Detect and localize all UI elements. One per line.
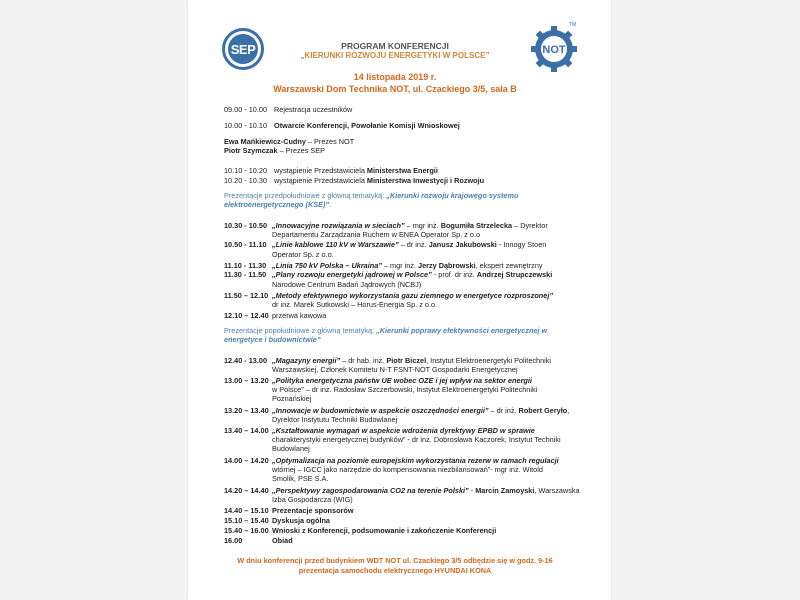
- speaker-name: Andrzej Strupczewski: [476, 270, 553, 279]
- talk-text: – mgr inż.: [381, 261, 419, 270]
- morning-intro: [224, 191, 518, 210]
- speaker-name: Marcin Zamoyski: [475, 486, 535, 495]
- trademark-mark: TM: [569, 22, 577, 28]
- agenda-row: [224, 311, 326, 320]
- talk-continuation: Narodowe Centrum Badań Jądrowych (NCBJ): [272, 280, 422, 289]
- agenda-text: wystąpienie Przedstawiciela: [274, 176, 367, 185]
- talk-continuation: Operator Sp. z o.o.: [272, 250, 334, 259]
- talk-continuation: wtórnej – IGCC jako narzędzie do kompensowania niezbilansowań”- mgr inż. Witold: [272, 465, 543, 474]
- talk-continuation: Izba Gospodarcza (WIG): [272, 495, 353, 504]
- program-heading: PROGRAM KONFERENCJI: [341, 41, 449, 51]
- talk-title: „Linie kablowe 110 kV w Warszawie”: [272, 240, 399, 249]
- sep-logo-text: SEP: [228, 34, 258, 64]
- ministry-name: Ministerstwa Energii: [366, 166, 438, 175]
- agenda-row: [224, 516, 330, 525]
- agenda-time: 13.00 – 13.20: [224, 376, 269, 385]
- agenda-row: [224, 456, 559, 465]
- sep-logo: [222, 28, 264, 70]
- intro-text: :: [329, 200, 332, 210]
- talk-continuation: Departamentu Zarządzania Ruchem w ENEA Operator Sp. z o.o: [272, 230, 481, 239]
- agenda-time: 10.50 - 11.10: [224, 240, 267, 249]
- agenda-row: [224, 406, 569, 415]
- talk-title: „Innowacyjne rozwiązania w sieciach”: [272, 221, 405, 230]
- agenda-row: [224, 166, 438, 175]
- agenda-row: [224, 526, 496, 535]
- talk-title: „Polityka energetyczna państw UE wobec OZE i jej wpływ na sektor energii: [272, 376, 532, 385]
- agenda-row: [224, 486, 580, 495]
- talk-text: – dr hab. inż.: [340, 356, 387, 365]
- president-role: – Prezes NOT: [305, 137, 355, 146]
- agenda-time: 16.00: [224, 536, 243, 545]
- ministry-name: Ministerstwa Inwestycji i Rozwoju: [366, 176, 485, 185]
- agenda-time: 09.00 - 10.00: [224, 105, 268, 114]
- agenda-text: Otwarcie Konferencji, Powołanie Komisji Wnioskowej: [274, 121, 460, 130]
- talk-text: – dr inż.: [398, 240, 429, 249]
- agenda-time: 13.20 – 13.40: [224, 406, 269, 415]
- talk-text: , Warszawska: [534, 486, 580, 495]
- footer-line: W dniu konferencji przed budynkiem WDT NOT ul. Czackiego 3/5 odbędzie się w godz. 9-16: [237, 556, 553, 565]
- speaker-name: Piotr Biczel: [386, 356, 427, 365]
- agenda-row: [224, 221, 548, 230]
- agenda-time: 14.00 – 14.20: [224, 456, 269, 465]
- talk-title: „Plany rozwoju energetyki jądrowej w Polsce”: [272, 270, 432, 279]
- agenda-time: 10.30 - 10.50: [224, 221, 268, 230]
- agenda-text: Obiad: [272, 536, 293, 545]
- conference-title: „KIERUNKI ROZWOJU ENERGETYKI W POLSCE”: [300, 51, 490, 60]
- intro-topic: energetyce i budownictwie”: [224, 335, 321, 345]
- intro-topic: elektroenergetycznego (KSE)”: [224, 200, 330, 210]
- speaker-name: Janusz Jakubowski: [428, 240, 497, 249]
- talk-title: „Linia 750 kV Polska – Ukraina”: [272, 261, 382, 270]
- agenda-time: 10.10 - 10.20: [224, 166, 268, 175]
- talk-text: – mgr inż.: [404, 221, 441, 230]
- agenda-text: wystąpienie Przedstawiciela: [274, 166, 367, 175]
- speaker-name: Jerzy Dąbrowski: [418, 261, 476, 270]
- president-name: Piotr Szymczak: [224, 146, 278, 155]
- footer-line: prezentacja samochodu elektrycznego HYUNDAI KONA: [298, 565, 492, 575]
- agenda-text: Dyskusja ogólna: [272, 516, 330, 525]
- intro-text: Prezentacje popołudniowe z główną tematyką:: [224, 326, 377, 335]
- conference-venue: Warszawski Dom Technika NOT, ul. Czackiego 3/5, sala B: [273, 84, 517, 94]
- talk-continuation: Poznańskiej: [272, 394, 312, 403]
- talk-title: „Kształtowanie wymagań w aspekcie wdrożenia dyrektywy EPBD w sprawie: [272, 426, 535, 435]
- agenda-time: 14.40 – 15.10: [224, 506, 269, 515]
- talk-title: „Perspektywy zagospodarowania CO2 na terenie Polski”: [272, 486, 469, 495]
- conference-date: 14 listopada 2019 r.: [353, 72, 437, 82]
- talk-text: - prof. dr inż.: [431, 270, 477, 279]
- footer-note: [220, 556, 570, 575]
- talk-text: , ekspert zewnętrzny: [475, 261, 543, 270]
- speaker-name: Bogumiła Strzelecka: [440, 221, 513, 230]
- talk-text: ,: [567, 406, 570, 415]
- talk-title: „Innowacje w budownictwie w aspekcie oszczędności energii”: [272, 406, 489, 415]
- talk-text: - Innogy Stoen: [496, 240, 547, 249]
- agenda-row: [224, 240, 546, 249]
- agenda-row: [224, 176, 484, 185]
- talk-continuation: Dyrektor Instytutu Techniki Budowlanej: [272, 415, 398, 424]
- talk-title: „Metody efektywnego wykorzystania gazu ziemnego w energetyce rozproszonej”: [272, 291, 553, 300]
- talk-continuation: dr inż. Marek Sutkowski – Horus-Energia Sp. z o.o.: [272, 300, 438, 309]
- not-logo-text: NOT: [542, 44, 566, 56]
- agenda-time: 11.50 – 12.10: [224, 291, 269, 300]
- talk-title: „Magazyny energii”: [272, 356, 341, 365]
- afternoon-intro: [224, 326, 547, 345]
- agenda-time: 11.10 - 11.30: [224, 261, 267, 270]
- agenda-time: 12.10 – 12.40: [224, 311, 269, 320]
- speaker-name: Robert Geryło: [518, 406, 568, 415]
- agenda-row: [224, 105, 352, 114]
- talk-text: -: [468, 486, 476, 495]
- talk-text: – dr inż.: [488, 406, 519, 415]
- agenda-text: Prezentacje sponsorów: [272, 506, 354, 515]
- talk-text: , Instytut Elektroenergetyki Politechniki: [426, 356, 552, 365]
- agenda-row: [224, 506, 354, 515]
- intro-text: Prezentacje przedpołudniowe z główną tematyką:: [224, 191, 387, 200]
- not-logo: [530, 25, 578, 73]
- talk-text: – Dyrektor: [512, 221, 548, 230]
- agenda-text: Wnioski z Konferencji, podsumowanie i zakończenie Konferencji: [272, 526, 497, 535]
- talk-text: przerwa kawowa: [272, 311, 327, 320]
- agenda-row: [224, 536, 293, 545]
- agenda-row: [224, 261, 543, 270]
- talk-continuation: Warszawskiej, Członek Komitetu N-T FSNT-NOT Gospodarki Energetycznej: [272, 365, 518, 374]
- president-role: – Prezes SEP: [277, 146, 325, 155]
- agenda-row: [224, 376, 532, 385]
- agenda-time: 13.40 – 14.00: [224, 426, 269, 435]
- intro-topic: „Kierunki rozwoju krajowego systemu: [386, 191, 519, 200]
- intro-topic: „Kierunki poprawy efektywności energetycznej w: [376, 326, 548, 335]
- agenda-time: 10.00 - 10.10: [224, 121, 268, 130]
- agenda-row: [224, 426, 535, 435]
- president-row: [224, 146, 325, 155]
- agenda-row: [224, 121, 460, 130]
- agenda-row: [224, 356, 551, 365]
- talk-continuation: charakterystyki energetycznej budynków” - dr inż. Dobrosława Kaczorek, Instytut Techniki: [272, 435, 561, 444]
- talk-continuation: Smolik, PSE S.A.: [272, 474, 329, 483]
- agenda-time: 12.40 - 13.00: [224, 356, 268, 365]
- agenda-row: [224, 291, 553, 300]
- talk-continuation: Budowlanej: [272, 444, 310, 453]
- agenda-time: 15.40 – 16.00: [224, 526, 269, 535]
- agenda-time: 10.20 - 10.30: [224, 176, 268, 185]
- agenda-row: [224, 270, 552, 279]
- agenda-time: 11.30 - 11.50: [224, 270, 267, 279]
- agenda-time: 14.20 – 14.40: [224, 486, 269, 495]
- agenda-time: 15.10 – 15.40: [224, 516, 269, 525]
- talk-continuation: w Polsce” – dr inż. Radosław Szczerbowski, Instytut Elektroenergetyki Politechniki: [272, 385, 538, 394]
- talk-title: „Optymalizacja na poziomie europejskim wykorzystania rezerw w ramach regulacji: [272, 456, 559, 465]
- president-row: [224, 137, 354, 146]
- president-name: Ewa Mańkiewicz-Cudny: [224, 137, 306, 146]
- agenda-text: Rejestracja uczestników: [274, 105, 353, 114]
